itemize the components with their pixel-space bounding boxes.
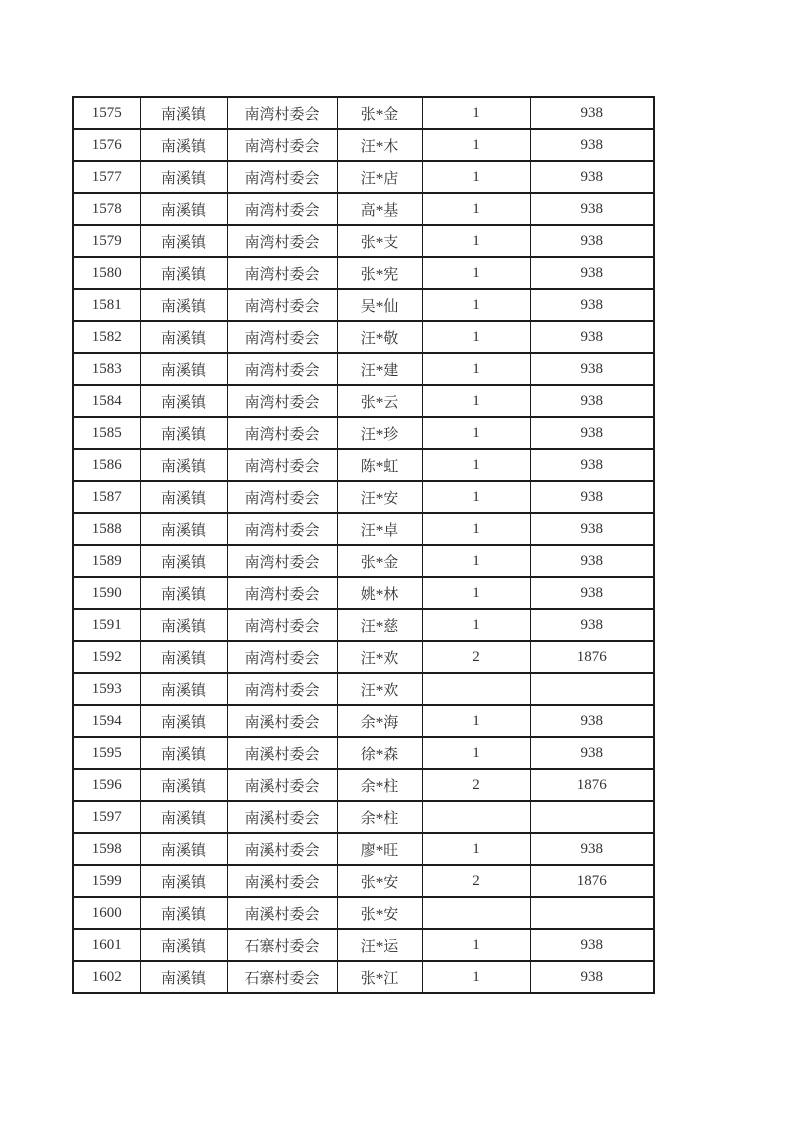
cell-row-number: 1593 [73,673,140,705]
cell-row-number: 1591 [73,609,140,641]
cell-town: 南溪镇 [140,97,227,129]
cell-row-number: 1599 [73,865,140,897]
cell-person-name: 汪*卓 [337,513,422,545]
cell-quantity [422,897,530,929]
cell-amount: 1876 [530,641,654,673]
cell-person-name: 汪*店 [337,161,422,193]
cell-amount: 938 [530,577,654,609]
cell-row-number: 1589 [73,545,140,577]
table-row [73,321,654,353]
cell-village-committee: 南湾村委会 [227,481,337,513]
cell-person-name: 汪*运 [337,929,422,961]
cell-quantity: 1 [422,289,530,321]
table-row [73,257,654,289]
table-row [73,161,654,193]
cell-amount: 938 [530,257,654,289]
cell-person-name: 张*安 [337,897,422,929]
cell-person-name: 张*金 [337,545,422,577]
subsidy-table [72,96,655,994]
cell-quantity: 1 [422,513,530,545]
cell-row-number: 1579 [73,225,140,257]
cell-village-committee: 南溪村委会 [227,801,337,833]
cell-village-committee: 南溪村委会 [227,833,337,865]
cell-amount: 938 [530,737,654,769]
cell-person-name: 张*宪 [337,257,422,289]
cell-quantity: 1 [422,129,530,161]
cell-person-name: 张*安 [337,865,422,897]
cell-person-name: 姚*林 [337,577,422,609]
cell-village-committee: 南湾村委会 [227,577,337,609]
table-row [73,289,654,321]
table-row [73,641,654,673]
cell-town: 南溪镇 [140,289,227,321]
cell-quantity: 1 [422,193,530,225]
cell-village-committee: 南湾村委会 [227,353,337,385]
cell-person-name: 吴*仙 [337,289,422,321]
cell-amount: 938 [530,385,654,417]
table-row [73,577,654,609]
table-row [73,769,654,801]
table-row [73,385,654,417]
cell-village-committee: 南湾村委会 [227,97,337,129]
cell-quantity: 1 [422,257,530,289]
cell-quantity [422,801,530,833]
cell-person-name: 汪*慈 [337,609,422,641]
cell-row-number: 1586 [73,449,140,481]
cell-quantity: 1 [422,353,530,385]
table-row [73,737,654,769]
cell-village-committee: 南湾村委会 [227,257,337,289]
cell-town: 南溪镇 [140,833,227,865]
cell-quantity: 1 [422,161,530,193]
cell-person-name: 汪*敬 [337,321,422,353]
cell-village-committee: 南湾村委会 [227,641,337,673]
cell-quantity: 1 [422,449,530,481]
cell-town: 南溪镇 [140,385,227,417]
table-row [73,417,654,449]
cell-row-number: 1600 [73,897,140,929]
cell-village-committee: 南湾村委会 [227,321,337,353]
cell-row-number: 1598 [73,833,140,865]
cell-town: 南溪镇 [140,673,227,705]
cell-amount [530,897,654,929]
cell-row-number: 1594 [73,705,140,737]
cell-quantity: 1 [422,97,530,129]
cell-row-number: 1588 [73,513,140,545]
cell-row-number: 1597 [73,801,140,833]
cell-amount: 938 [530,97,654,129]
cell-village-committee: 南湾村委会 [227,161,337,193]
table-row [73,481,654,513]
table-row [73,97,654,129]
cell-quantity: 2 [422,641,530,673]
cell-town: 南溪镇 [140,737,227,769]
cell-village-committee: 南湾村委会 [227,289,337,321]
cell-village-committee: 石寨村委会 [227,929,337,961]
cell-person-name: 廖*旺 [337,833,422,865]
cell-quantity: 1 [422,961,530,993]
cell-person-name: 余*柱 [337,769,422,801]
cell-quantity: 1 [422,321,530,353]
cell-village-committee: 南湾村委会 [227,513,337,545]
table-row [73,801,654,833]
cell-town: 南溪镇 [140,577,227,609]
cell-amount: 1876 [530,865,654,897]
cell-person-name: 汪*建 [337,353,422,385]
cell-amount: 938 [530,833,654,865]
table-row [73,961,654,993]
cell-quantity: 1 [422,833,530,865]
table-row [73,449,654,481]
cell-amount: 1876 [530,769,654,801]
cell-row-number: 1602 [73,961,140,993]
cell-person-name: 张*支 [337,225,422,257]
cell-person-name: 张*云 [337,385,422,417]
cell-amount [530,673,654,705]
table-row [73,705,654,737]
cell-amount: 938 [530,929,654,961]
cell-person-name: 汪*木 [337,129,422,161]
cell-quantity: 1 [422,545,530,577]
cell-village-committee: 南湾村委会 [227,385,337,417]
cell-amount: 938 [530,545,654,577]
cell-town: 南溪镇 [140,961,227,993]
cell-quantity: 1 [422,481,530,513]
cell-person-name: 张*江 [337,961,422,993]
cell-village-committee: 南溪村委会 [227,897,337,929]
cell-town: 南溪镇 [140,417,227,449]
cell-person-name: 陈*虹 [337,449,422,481]
table-row [73,513,654,545]
cell-amount: 938 [530,193,654,225]
table-row [73,929,654,961]
cell-town: 南溪镇 [140,513,227,545]
cell-row-number: 1592 [73,641,140,673]
cell-row-number: 1583 [73,353,140,385]
cell-amount: 938 [530,705,654,737]
cell-amount: 938 [530,129,654,161]
cell-row-number: 1582 [73,321,140,353]
cell-person-name: 徐*森 [337,737,422,769]
cell-person-name: 余*海 [337,705,422,737]
cell-row-number: 1590 [73,577,140,609]
cell-town: 南溪镇 [140,705,227,737]
table-row [73,545,654,577]
cell-row-number: 1584 [73,385,140,417]
cell-row-number: 1585 [73,417,140,449]
cell-person-name: 汪*珍 [337,417,422,449]
cell-village-committee: 南湾村委会 [227,129,337,161]
cell-amount: 938 [530,513,654,545]
cell-quantity: 2 [422,865,530,897]
cell-town: 南溪镇 [140,769,227,801]
cell-village-committee: 石寨村委会 [227,961,337,993]
cell-village-committee: 南湾村委会 [227,449,337,481]
cell-amount: 938 [530,609,654,641]
cell-amount [530,801,654,833]
cell-quantity: 1 [422,417,530,449]
table-row [73,897,654,929]
table-row [73,865,654,897]
table-row [73,673,654,705]
cell-village-committee: 南湾村委会 [227,225,337,257]
cell-town: 南溪镇 [140,225,227,257]
cell-town: 南溪镇 [140,129,227,161]
cell-town: 南溪镇 [140,449,227,481]
cell-row-number: 1575 [73,97,140,129]
cell-village-committee: 南湾村委会 [227,545,337,577]
cell-person-name: 汪*欢 [337,641,422,673]
cell-row-number: 1595 [73,737,140,769]
cell-row-number: 1580 [73,257,140,289]
table-row [73,225,654,257]
table-row [73,129,654,161]
cell-amount: 938 [530,289,654,321]
cell-village-committee: 南湾村委会 [227,609,337,641]
cell-town: 南溪镇 [140,161,227,193]
cell-village-committee: 南湾村委会 [227,193,337,225]
cell-amount: 938 [530,481,654,513]
cell-town: 南溪镇 [140,545,227,577]
table-row [73,609,654,641]
cell-town: 南溪镇 [140,641,227,673]
cell-amount: 938 [530,353,654,385]
cell-town: 南溪镇 [140,801,227,833]
table-row [73,833,654,865]
cell-quantity: 1 [422,929,530,961]
cell-village-committee: 南溪村委会 [227,705,337,737]
cell-quantity: 1 [422,609,530,641]
cell-town: 南溪镇 [140,257,227,289]
cell-row-number: 1577 [73,161,140,193]
cell-person-name: 高*基 [337,193,422,225]
cell-town: 南溪镇 [140,609,227,641]
cell-person-name: 汪*安 [337,481,422,513]
cell-row-number: 1581 [73,289,140,321]
cell-person-name: 余*柱 [337,801,422,833]
cell-quantity: 1 [422,385,530,417]
cell-person-name: 张*金 [337,97,422,129]
cell-quantity [422,673,530,705]
cell-amount: 938 [530,225,654,257]
cell-row-number: 1576 [73,129,140,161]
cell-town: 南溪镇 [140,353,227,385]
table-row [73,193,654,225]
cell-town: 南溪镇 [140,865,227,897]
cell-town: 南溪镇 [140,321,227,353]
cell-person-name: 汪*欢 [337,673,422,705]
cell-village-committee: 南湾村委会 [227,417,337,449]
cell-row-number: 1587 [73,481,140,513]
cell-quantity: 1 [422,225,530,257]
table-row [73,353,654,385]
cell-town: 南溪镇 [140,897,227,929]
cell-village-committee: 南溪村委会 [227,769,337,801]
cell-amount: 938 [530,321,654,353]
cell-amount: 938 [530,161,654,193]
cell-amount: 938 [530,961,654,993]
cell-quantity: 1 [422,705,530,737]
cell-town: 南溪镇 [140,193,227,225]
cell-amount: 938 [530,417,654,449]
cell-village-committee: 南溪村委会 [227,737,337,769]
cell-town: 南溪镇 [140,929,227,961]
cell-row-number: 1596 [73,769,140,801]
table-body [73,97,654,993]
cell-amount: 938 [530,449,654,481]
cell-quantity: 1 [422,737,530,769]
cell-row-number: 1578 [73,193,140,225]
cell-town: 南溪镇 [140,481,227,513]
cell-village-committee: 南湾村委会 [227,673,337,705]
cell-row-number: 1601 [73,929,140,961]
cell-quantity: 1 [422,577,530,609]
cell-quantity: 2 [422,769,530,801]
cell-village-committee: 南溪村委会 [227,865,337,897]
